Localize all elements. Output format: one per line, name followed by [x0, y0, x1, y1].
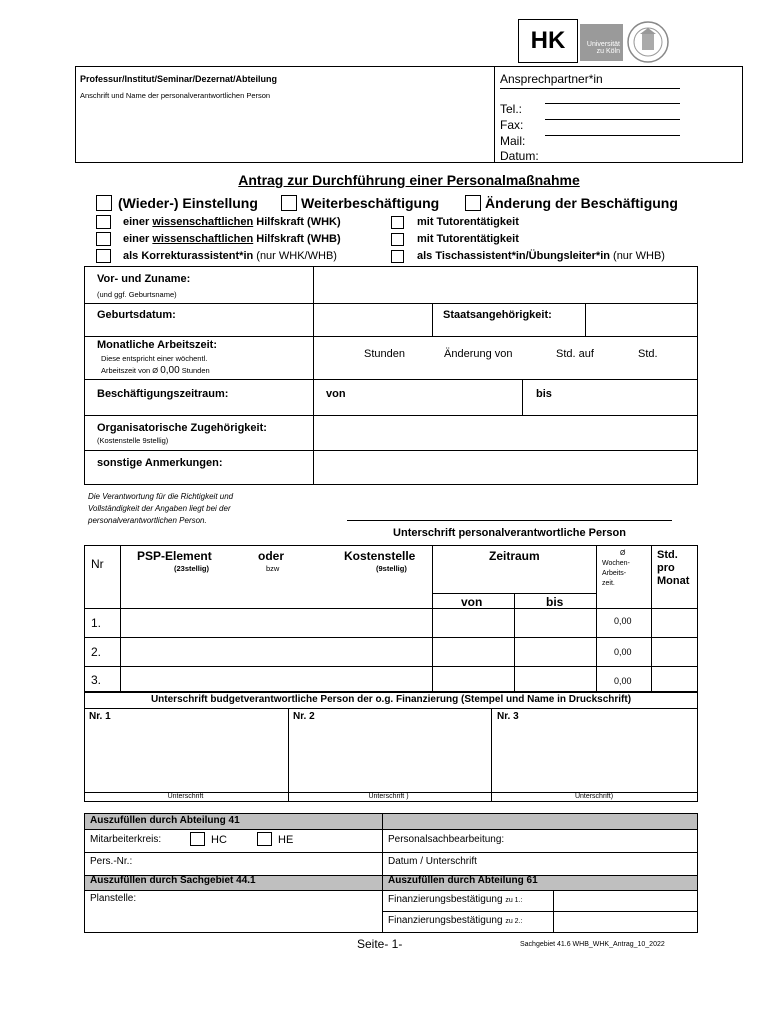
fax-label: Fax:	[500, 118, 524, 132]
sonstige-field[interactable]	[314, 452, 694, 482]
budget-nr3: Nr. 3	[497, 711, 519, 722]
geburtsdatum-field[interactable]	[314, 304, 430, 334]
arbeitszeit-sub2: Arbeitszeit von Ø 0,00 Stunden	[101, 365, 210, 376]
aenderung-von-label: Änderung von	[444, 348, 513, 360]
zeitraum-von-label: von	[326, 388, 346, 400]
name-label: Vor- und Zuname:	[97, 273, 191, 285]
mail-label: Mail:	[500, 134, 526, 148]
sachbearbeitung-label: Personalsachbearbeitung:	[388, 834, 505, 845]
responsibility-line2: Vollständigkeit der Angaben liegt bei der	[88, 504, 231, 513]
psp-kst-sub: (9stellig)	[376, 564, 407, 573]
std-auf-label: Std. auf	[556, 348, 594, 360]
fin2-field[interactable]	[553, 912, 696, 931]
zeitraum-label: Beschäftigungszeitraum:	[97, 388, 229, 400]
einstellung-label: (Wieder-) Einstellung	[118, 195, 258, 211]
page-number: Seite- 1-	[357, 937, 403, 951]
budget-nr2: Nr. 2	[293, 711, 315, 722]
aenderung-label: Änderung der Beschäftigung	[485, 195, 678, 211]
tutor2-label: mit Tutorentätigkeit	[417, 233, 519, 245]
psp-oder-header: oder	[258, 549, 285, 563]
planstelle-label: Planstelle:	[90, 893, 137, 904]
arbeitszeit-label: Monatliche Arbeitszeit:	[97, 339, 217, 351]
psp-woch-header: Ø Wochen- Arbeits- zeit.	[602, 550, 630, 587]
geburtsdatum-label: Geburtsdatum:	[97, 309, 176, 321]
budget-sig2-label: Unterschrift )	[368, 793, 409, 800]
contact-title: Ansprechpartner*in	[500, 72, 603, 86]
footer-ref: Sachgebiet 41.6 WHB_WHK_Antrag_10_2022	[520, 941, 665, 948]
whb-label: einer wissenschaftlichen Hilfskraft (WHB)	[123, 233, 341, 245]
responsibility-note	[88, 491, 233, 527]
psp-zeitraum-header: Zeitraum	[489, 549, 540, 563]
persnr-label: Pers.-Nr.:	[90, 856, 133, 867]
einstellung-checkbox[interactable]	[96, 195, 112, 211]
dept-label: Professur/Institut/Seminar/Dezernat/Abteilung	[80, 74, 278, 84]
signature-line[interactable]	[347, 520, 672, 521]
psp-element-sub: (23stellig)	[174, 564, 210, 573]
weiterbeschaeftigung-label: Weiterbeschäftigung	[301, 195, 440, 211]
arbeitszeit-sub1: Diese entspricht einer wöchentl.	[101, 354, 208, 363]
responsibility-line1: Die Verantwortung für die Richtigkeit und	[88, 492, 234, 501]
zeitraum-bis-label: bis	[536, 388, 552, 400]
hc-checkbox[interactable]	[190, 832, 205, 846]
psp-nr-header: Nr	[91, 557, 104, 571]
psp-std-header: Std. pro Monat	[657, 549, 690, 587]
abt61-heading: Auszufüllen durch Abteilung 61	[388, 875, 538, 886]
fin1-field[interactable]	[553, 891, 696, 910]
datum-unterschrift-label: Datum / Unterschrift	[388, 856, 477, 867]
whb-checkbox[interactable]	[96, 232, 111, 246]
std-label: Std.	[638, 348, 658, 360]
korrektur-label: als Korrekturassistent*in (nur WHK/WHB)	[123, 250, 337, 262]
whk-checkbox[interactable]	[96, 215, 111, 229]
budget-sig3-field[interactable]	[492, 722, 696, 790]
weiterbeschaeftigung-checkbox[interactable]	[281, 195, 297, 211]
university-seal-icon	[626, 21, 670, 63]
sg441-heading: Auszufüllen durch Sachgebiet 44.1	[90, 875, 256, 886]
psp-row-3-element[interactable]	[121, 667, 431, 690]
tutor1-label: mit Tutorentätigkeit	[417, 216, 519, 228]
hc-label: HC	[211, 834, 227, 846]
sonstige-label: sonstige Anmerkungen:	[97, 457, 223, 469]
name-field[interactable]	[314, 268, 694, 301]
he-label: HE	[278, 834, 294, 846]
university-logo-plate	[580, 24, 623, 61]
budget-sig1-field[interactable]	[86, 722, 286, 790]
psp-row-3-nr: 3.	[91, 673, 102, 687]
budget-sig1-label: Unterschrift	[167, 793, 204, 800]
tutor2-checkbox[interactable]	[391, 233, 404, 246]
budget-sig3-label: Unterschrift)	[574, 793, 614, 800]
tutor1-checkbox[interactable]	[391, 216, 404, 229]
mitarbeiterkreis-label: Mitarbeiterkreis:	[90, 834, 162, 845]
budget-heading: Unterschrift budgetverantwortliche Person der o.g. Finanzierung (Stempel und Name in Druckschrift)	[150, 694, 632, 705]
korrektur-checkbox[interactable]	[96, 249, 111, 263]
org-label: Organisatorische Zugehörigkeit:	[97, 422, 267, 434]
fax-line[interactable]	[545, 119, 680, 120]
psp-von-header: von	[461, 595, 483, 609]
org-field[interactable]	[314, 416, 694, 448]
tisch-checkbox[interactable]	[391, 250, 404, 263]
tel-line[interactable]	[545, 103, 680, 104]
he-checkbox[interactable]	[257, 832, 272, 846]
psp-kst-header: Kostenstelle	[344, 549, 416, 563]
hk-logo	[518, 19, 578, 63]
psp-row-3-hours: 0,00	[614, 676, 632, 686]
university-logo-line2: zu Köln	[596, 48, 620, 55]
budget-nr1: Nr. 1	[89, 711, 111, 722]
page-title: Antrag zur Durchführung einer Personalmaßnahme	[238, 172, 580, 188]
dept-sub: Anschrift und Name der personalverantwortlichen Person	[80, 91, 271, 100]
contact-name-line[interactable]	[500, 88, 680, 89]
tisch-label: als Tischassistent*in/Übungsleiter*in (nur WHB)	[417, 250, 665, 262]
responsibility-line3: personalverantwortlichen Person.	[88, 516, 207, 525]
staatsangehoerigkeit-field[interactable]	[586, 304, 696, 334]
psp-row-2-nr: 2.	[91, 645, 102, 659]
aenderung-checkbox[interactable]	[465, 195, 481, 211]
psp-bzw: bzw	[266, 564, 280, 573]
signature-label: Unterschrift personalverantwortliche Person	[393, 527, 626, 539]
name-sub: (und ggf. Geburtsname)	[97, 290, 177, 299]
psp-row-1-element[interactable]	[121, 609, 431, 636]
mail-line[interactable]	[545, 135, 680, 136]
datum-label: Datum:	[500, 149, 539, 163]
psp-row-1-hours: 0,00	[614, 616, 632, 626]
psp-element-header: PSP-Element	[137, 549, 212, 563]
abt41-heading: Auszufüllen durch Abteilung 41	[90, 815, 240, 826]
psp-row-1-nr: 1.	[91, 616, 102, 630]
stunden-label: Stunden	[364, 348, 405, 360]
fin2-label: Finanzierungsbestätigung zu 2.:	[388, 915, 523, 926]
staatsangehoerigkeit-label: Staatsangehörigkeit:	[443, 309, 552, 321]
whk-label: einer wissenschaftlichen Hilfskraft (WHK)	[123, 216, 341, 228]
org-sub: (Kostenstelle 9stellig)	[97, 436, 169, 445]
budget-sig2-field[interactable]	[289, 722, 489, 790]
psp-row-2-element[interactable]	[121, 638, 431, 665]
psp-bis-header: bis	[546, 595, 564, 609]
psp-row-2-hours: 0,00	[614, 647, 632, 657]
hk-logo-text: HK	[530, 27, 566, 54]
tel-label: Tel.:	[500, 102, 523, 116]
fin1-label: Finanzierungsbestätigung zu 1.:	[388, 894, 523, 905]
university-logo-line1: Universität	[586, 41, 620, 48]
